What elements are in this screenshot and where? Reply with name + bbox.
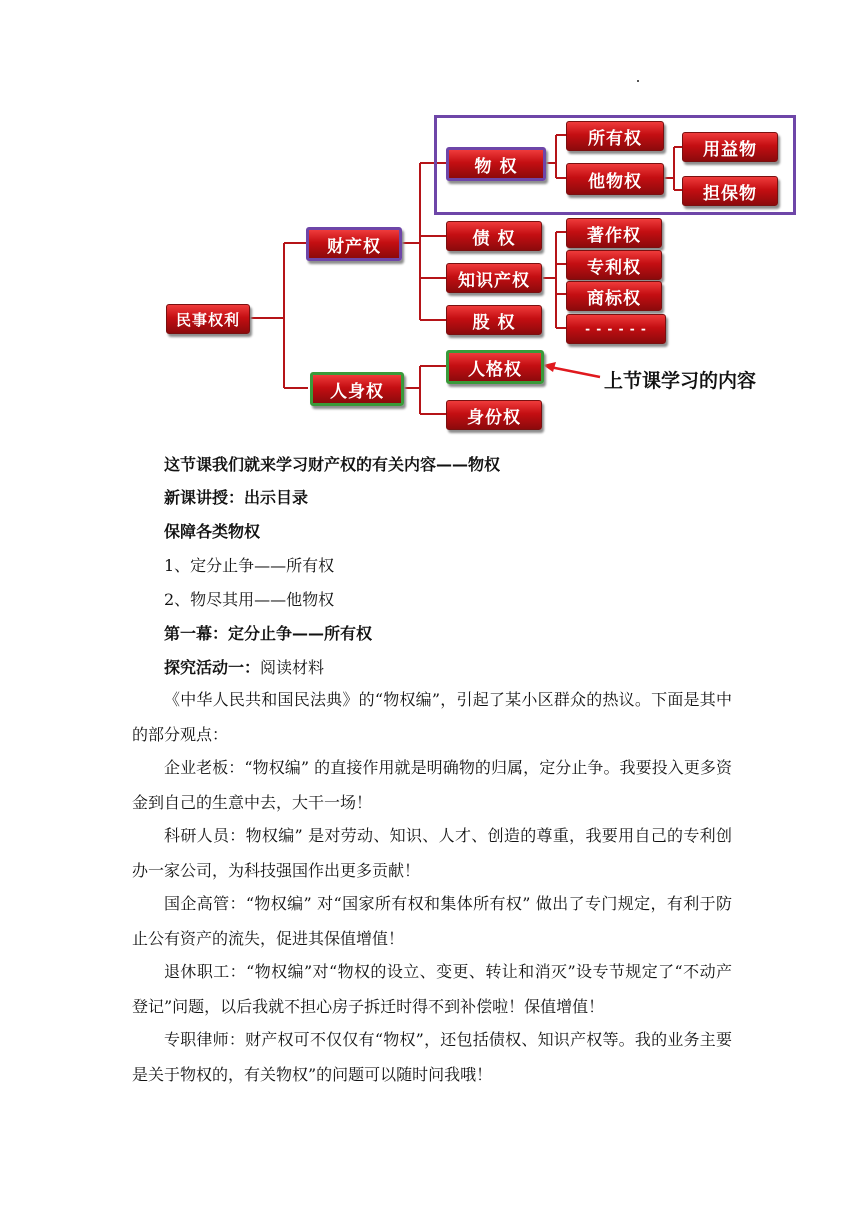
node-more: - - - - - - [566, 314, 666, 344]
node-security: 担保物 [682, 176, 778, 206]
paragraph-retiree: 退休职工：“物权编”对“物权的设立、变更、转让和消灭”设专节规定了“不动产登记”问题，以后我就不担心房子拆迁时得不到补偿啦！保值增值！ [132, 962, 732, 1016]
paragraph-researcher: 科研人员：物权编” 是对劳动、知识、人才、创造的尊重，我要用自己的专利创办一家公司，为科技强国作出更多贡献！ [132, 826, 732, 880]
intro-line: 这节课我们就来学习财产权的有关内容——物权 [164, 455, 501, 474]
activity-label: 探究活动一： [164, 658, 261, 677]
lecture-line: 新课讲授：出示目录 [164, 488, 309, 507]
section-title: 保障各类物权 [164, 522, 261, 541]
node-debt-right: 债 权 [446, 221, 542, 251]
act-one-title: 第一幕：定分止争——所有权 [164, 624, 373, 643]
activity-text: 阅读材料 [260, 658, 325, 677]
node-real-right: 物 权 [446, 147, 546, 181]
rights-diagram [0, 0, 860, 440]
outline-item-2: 2、物尽其用——他物权 [164, 590, 335, 609]
node-identity-right: 身份权 [446, 400, 542, 430]
node-copyright: 著作权 [566, 218, 662, 248]
node-personal-right: 人身权 [310, 372, 404, 406]
node-personality-right: 人格权 [446, 350, 544, 384]
node-ownership: 所有权 [566, 121, 664, 151]
outline-item-1: 1、定分止争——所有权 [164, 556, 335, 575]
paragraph-intro: 《中华人民共和国民法典》的“物权编”，引起了某小区群众的热议。下面是其中的部分观点： [132, 690, 732, 744]
node-patent: 专利权 [566, 250, 662, 280]
node-other-real-right: 他物权 [566, 163, 664, 195]
node-property-right: 财产权 [306, 227, 402, 261]
paragraph-lawyer: 专职律师：财产权可不仅仅有“物权”，还包括债权、知识产权等。我的业务主要是关于物权的，有关物权”的问题可以随时问我哦！ [132, 1030, 732, 1084]
annotation-label: 上节课学习的内容 [604, 370, 757, 392]
paragraph-executive: 国企高管：“物权编” 对“国家所有权和集体所有权” 做出了专门规定，有利于防止公有资产的流失，促进其保值增值！ [132, 894, 732, 948]
node-ip-right: 知识产权 [446, 263, 542, 293]
node-usufruct: 用益物 [682, 132, 778, 162]
activity-line [164, 658, 324, 678]
paragraph-boss: 企业老板：“物权编” 的直接作用就是明确物的归属，定分止争。我要投入更多资金到自己的生意中去，大干一场！ [132, 758, 732, 812]
node-equity-right: 股 权 [446, 305, 542, 335]
node-civil-rights: 民事权利 [166, 304, 250, 334]
node-trademark: 商标权 [566, 281, 662, 311]
